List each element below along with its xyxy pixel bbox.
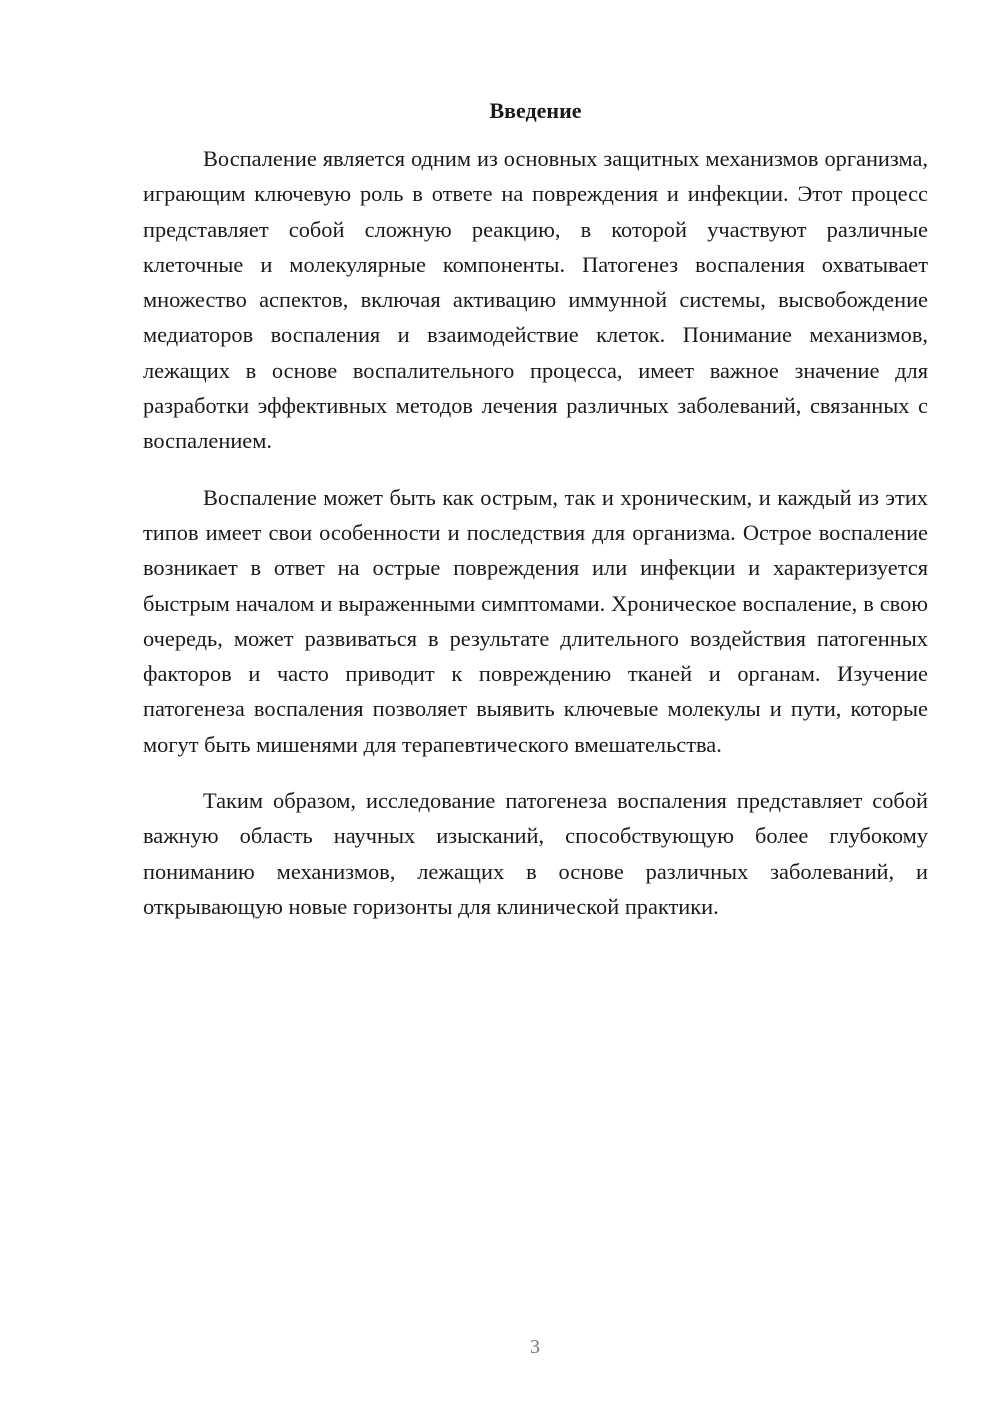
paragraph-1: Воспаление является одним из основных защитных механизмов организма, играющим ключевую роль в ответе на повреждения и инфекции. Этот процесс представляет собой сложную реакцию, в которой участвуют различные клеточные и молекулярные компоненты. Патогенез воспаления охватывает множество аспектов, включая активацию иммунной системы, высвобождение медиаторов воспаления и взаимодействие клеток. Понимание механизмов, лежащих в основе воспалительного процесса, имеет важное значение для разработки эффективных методов лечения различных заболеваний, связанных с воспалением. [143, 146, 928, 454]
paragraph-3: Таким образом, исследование патогенеза воспаления представляет собой важную область научных изысканий, способствующую более глубокому пониманию механизмов, лежащих в основе различных заболеваний, и открывающую новые горизонты для клинической практики. [143, 788, 928, 919]
body-text [143, 141, 928, 945]
paragraph-2: Воспаление может быть как острым, так и хроническим, и каждый из этих типов имеет свои особенности и последствия для организма. Острое воспаление возникает в ответ на острые повреждения или инфекции и характеризуется быстрым началом и выраженными симптомами. Хроническое воспаление, в свою очередь, может развиваться в результате длительного воздействия патогенных факторов и часто приводит к повреждению тканей и органам. Изучение патогенеза воспаления позволяет выявить ключевые молекулы и пути, которые могут быть мишенями для терапевтического вмешательства. [143, 484, 928, 757]
page-number: 3 [530, 1336, 540, 1358]
section-heading: Введение [489, 98, 582, 123]
